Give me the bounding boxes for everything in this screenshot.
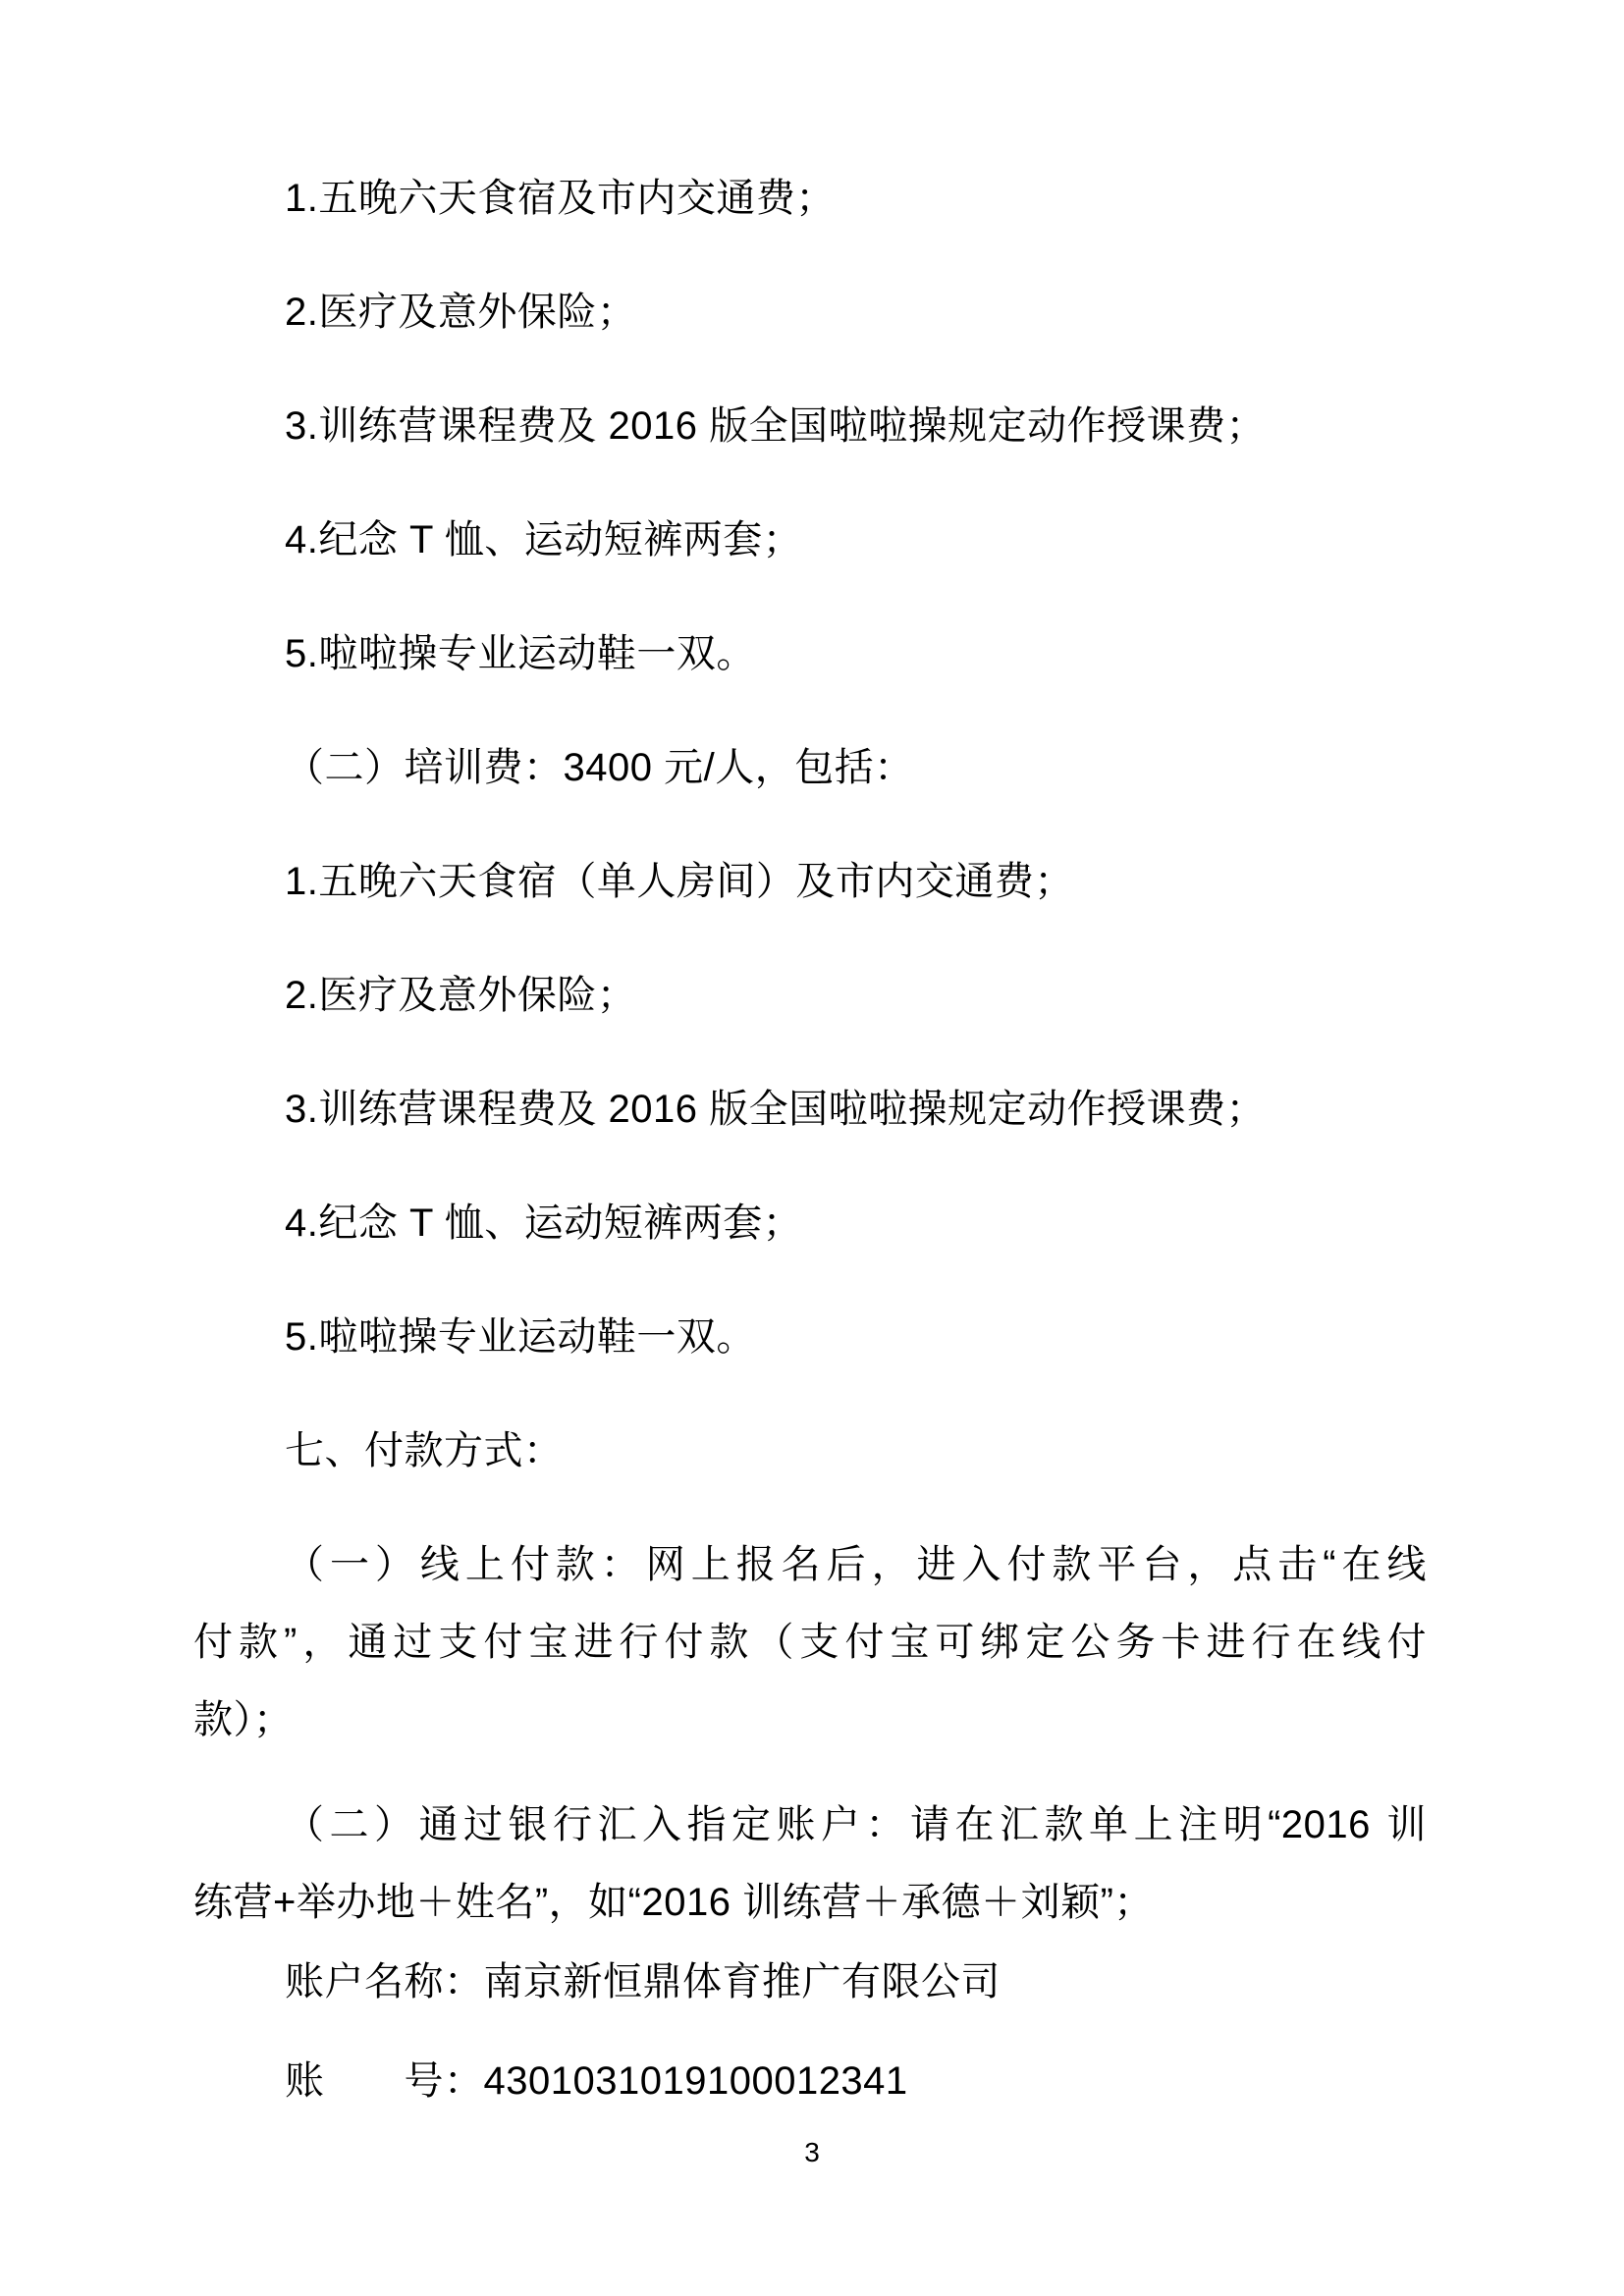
list-item-fee1-5: 5.啦啦操专业运动鞋一双。: [285, 632, 756, 675]
list-item-fee1-4: 4.纪念 T 恤、运动短裤两套；: [285, 518, 803, 561]
subheading-training-fee: （二）培训费：3400 元/人，包括：: [285, 746, 914, 789]
paragraph-bank-transfer-line1: （二）通过银行汇入指定账户：请在汇款单上注明“2016 训: [285, 1803, 1427, 1846]
list-item-fee2-3: 3.训练营课程费及 2016 版全国啦啦操规定动作授课费；: [285, 1088, 1267, 1131]
list-item-fee2-4: 4.纪念 T 恤、运动短裤两套；: [285, 1201, 803, 1245]
page-number: 3: [804, 2137, 820, 2167]
paragraph-bank-transfer-line2: 练营+举办地＋姓名”，如“2016 训练营＋承德＋刘颖”；: [193, 1881, 1154, 1924]
paragraph-online-payment-line1: （一）线上付款：网上报名后，进入付款平台，点击“在线: [285, 1543, 1427, 1586]
document-body: [193, 160, 1427, 2120]
account-name-line: 账户名称：南京新恒鼎体育推广有限公司: [285, 1960, 1001, 2003]
list-item-fee2-1: 1.五晚六天食宿（单人房间）及市内交通费；: [285, 860, 1074, 903]
paragraph-online-payment-line2: 付款”，通过支付宝进行付款（支付宝可绑定公务卡进行在线付: [193, 1621, 1427, 1664]
list-item-fee1-3: 3.训练营课程费及 2016 版全国啦啦操规定动作授课费；: [285, 404, 1267, 448]
section-heading-payment: 七、付款方式：: [285, 1429, 564, 1472]
account-number-line: 账 号：4301031019100012341: [285, 2059, 908, 2103]
paragraph-online-payment-line3: 款）；: [193, 1698, 294, 1741]
list-item-fee2-5: 5.啦啦操专业运动鞋一双。: [285, 1315, 756, 1359]
list-item-fee2-2: 2.医疗及意外保险；: [285, 974, 637, 1017]
list-item-fee1-2: 2.医疗及意外保险；: [285, 291, 637, 334]
list-item-fee1-1: 1.五晚六天食宿及市内交通费；: [285, 177, 836, 220]
